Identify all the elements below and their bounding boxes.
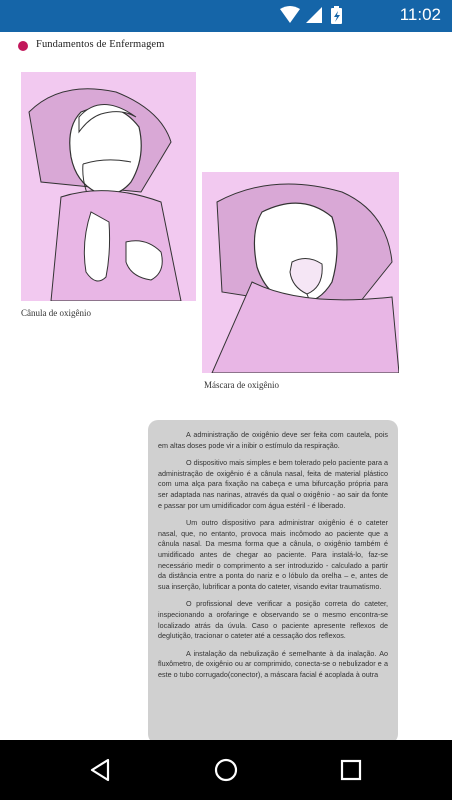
- signal-icon: [306, 7, 322, 23]
- figure-caption: Cânula de oxigênio: [21, 308, 91, 318]
- status-bar: [0, 0, 452, 32]
- recents-icon[interactable]: [337, 756, 365, 784]
- text-box: [148, 420, 398, 740]
- paragraph: O dispositivo mais simples e bem tolerado pelo paciente para a administração de oxigênio é a cânula nasal, feita de material plástico com uma alça para fixação na cabeça e uma bifurcação própria para ser adaptada nas narinas, através da qual o oxigênio - ao sair da fonte e passar por um umidificador com água estéril - é liberado.: [158, 458, 388, 510]
- patient-with-oxygen-mask-image: [202, 172, 399, 373]
- back-icon[interactable]: [86, 756, 114, 784]
- navigation-bar: [0, 740, 452, 800]
- figure-caption: Máscara de oxigênio: [204, 380, 279, 390]
- patient-with-nasal-cannula-image: [21, 72, 196, 301]
- oxygen-mask-illustration: [202, 172, 399, 373]
- page-title: Fundamentos de Enfermagem: [36, 39, 165, 50]
- home-icon[interactable]: [212, 756, 240, 784]
- paragraph: A instalação da nebulização é semelhante à da inalação. Ao fluxômetro, de oxigênio ou ar comprimido, conecta-se o nebulizador e a este o tubo corrugado(conector), a máscara facial é acoplada à outra: [158, 648, 388, 679]
- paragraph: A administração de oxigênio deve ser feita com cautela, pois em altas doses pode vir a inibir o estímulo da respiração.: [158, 430, 388, 450]
- battery-charging-icon: [331, 6, 342, 24]
- paragraph: O profissional deve verificar a posição correta do cateter, inspecionando a orofaringe e observando se o mesmo encontra-se localizado atrás da úvula. Caso o paciente apresente reflexos de deglutição, tracionar o cateter até a cessação dos reflexos.: [158, 599, 388, 641]
- clock: 11:02: [399, 5, 441, 24]
- paragraph: Um outro dispositivo para administrar oxigênio é o cateter nasal, que, no entanto, provoca mais incômodo ao paciente que a cânula nasal. Da mesma forma que a cânula, o oxigênio também é umidificado antes de chegar ao paciente. Para instalá-lo, faz-se necessário medir o comprimento a ser introduzido - calculado a partir da distância entre a ponta do nariz e o lóbulo da orelha – e, antes de sua inserção, lubrificar a ponta do cateter, visando evitar traumatismo.: [158, 518, 388, 591]
- wifi-icon: [280, 6, 300, 23]
- header-bullet: [18, 41, 28, 51]
- status-icons: [280, 6, 370, 26]
- nasal-cannula-illustration: [21, 72, 196, 301]
- document-page[interactable]: [0, 32, 452, 740]
